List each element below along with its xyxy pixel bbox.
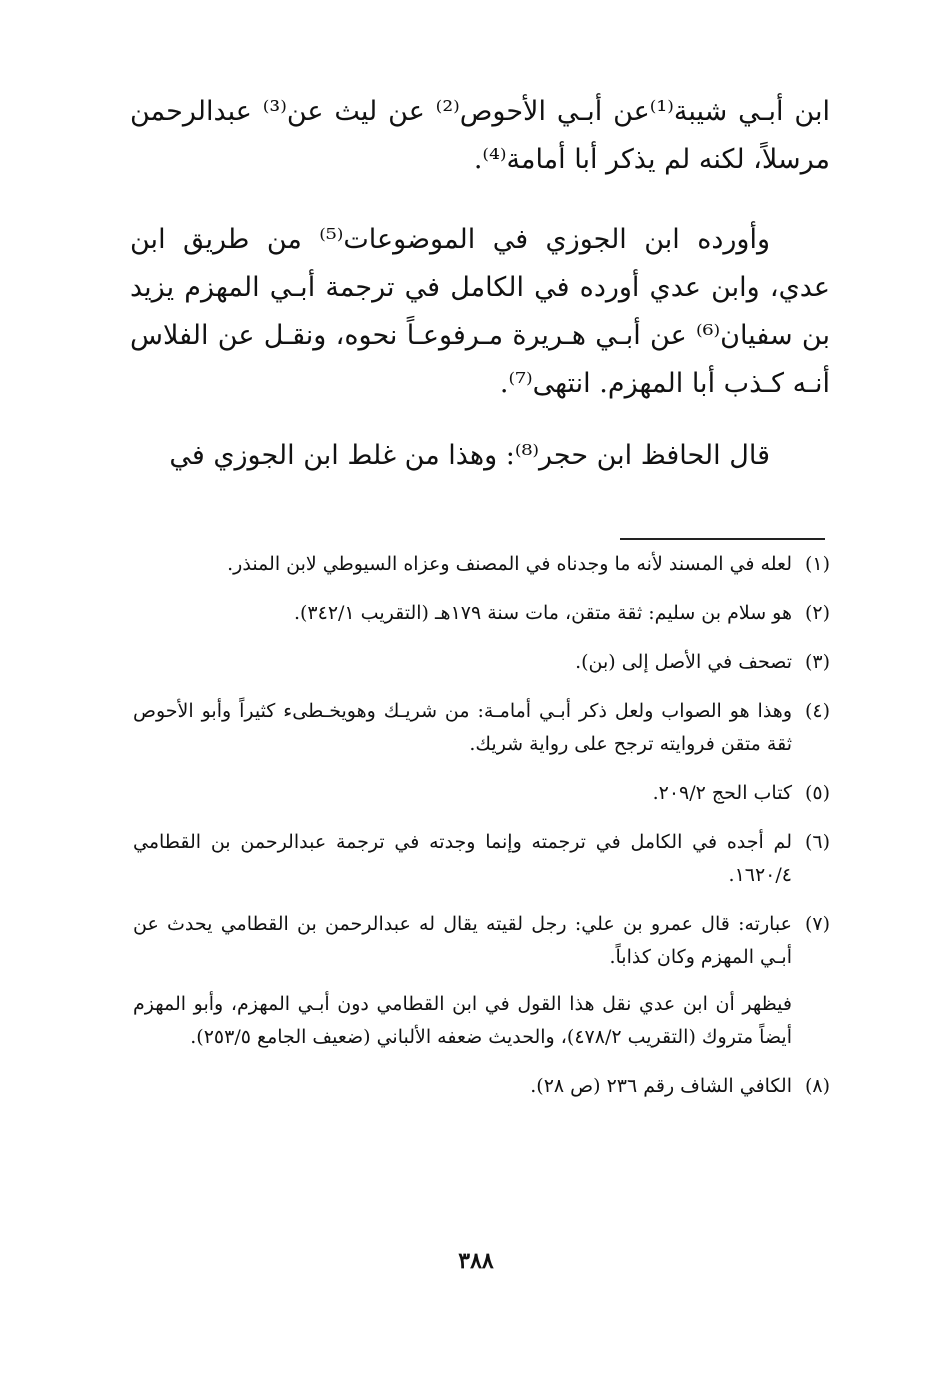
footnote-6	[133, 826, 830, 892]
footnote-number: (٥)	[804, 782, 830, 804]
main-paragraph-3	[130, 432, 830, 480]
paragraph-text: قال الحافظ ابن حجر⁽⁸⁾: وهذا من غلط ابن الجوزي في	[169, 440, 770, 471]
footnote-text: كتاب الحج ٢٠٩/٢.	[652, 782, 792, 804]
footnote-5	[133, 777, 830, 810]
footnote-text: هو سلام بن سليم: ثقة متقن، مات سنة ١٧٩هـ (التقريب ٣٤٢/١).	[293, 602, 792, 624]
footnote-1	[133, 548, 830, 581]
footnote-8	[133, 1070, 830, 1103]
footnote-7-continuation: فيظهر أن ابن عدي نقل هذا القول في ابن القطامي دون أبـي المهزم، وأبو المهزم أيضاً متروك (التقريب ٤٧٨/٢)، والحديث ضعفه الألباني (ضعيف الجامع ٢٥٣/٥).	[133, 993, 792, 1048]
footnote-7	[133, 908, 830, 974]
page-number: ٣٨٨	[458, 1248, 494, 1274]
main-paragraph-2	[130, 216, 830, 408]
footnote-text: الكافي الشاف رقم ٢٣٦ (ص ٢٨).	[530, 1075, 792, 1097]
footnote-separator	[620, 538, 825, 540]
footnote-text: لعله في المسند لأنه ما وجدناه في المصنف وعزاه السيوطي لابن المنذر.	[227, 553, 792, 575]
footnote-number: (٨)	[804, 1075, 830, 1097]
footnote-text: لم أجده في الكامل في ترجمته وإنما وجدته في ترجمة عبدالرحمن بن القطامي ١٦٢٠/٤.	[133, 831, 792, 886]
footnote-number: (٤)	[804, 700, 830, 722]
paragraph-text: وأورده ابن الجوزي في الموضوعات⁽⁵⁾ من طريق ابن عدي، وابن عدي أورده في الكامل في ترجمة أبـي المهزم يزيد بن سفيان⁽⁶⁾ عن أبـي هـريرة مـرفوعـاً نحوه، ونقـل عن الفلاس أنـه كـذب أبا المهزم. انتهى⁽⁷⁾.	[130, 224, 830, 399]
footnote-number: (٢)	[804, 602, 830, 624]
footnote-4	[133, 695, 830, 761]
footnotes-section	[133, 548, 830, 1119]
footnote-number: (٧)	[804, 913, 830, 935]
footnote-number: (٦)	[804, 831, 830, 853]
footnote-text: وهذا هو الصواب ولعل ذكر أبـي أمامـة: من شريـك وهويخـطىء كثيراً وأبو الأحوص ثقة متقن فروايته ترجح على رواية شريك.	[133, 700, 792, 755]
footnote-2	[133, 597, 830, 630]
footnote-text: تصحف في الأصل إلى (بن).	[575, 651, 792, 673]
footnote-number: (٣)	[804, 651, 830, 673]
footnote-text: عبارته: قال عمرو بن علي: رجل لقيته يقال له عبدالرحمن بن القطامي يحدث عن أبـي المهزم وكان كذاباً.	[133, 913, 792, 968]
paragraph-text: ابن أبـي شيبة⁽¹⁾عن أبـي الأحوص⁽²⁾ عن ليث عن⁽³⁾ عبدالرحمن مرسلاً، لكنه لم يذكر أبا أمامة⁽⁴⁾.	[130, 96, 830, 175]
main-paragraph-1	[130, 88, 830, 184]
footnote-number: (١)	[804, 553, 830, 575]
footnote-3	[133, 646, 830, 679]
